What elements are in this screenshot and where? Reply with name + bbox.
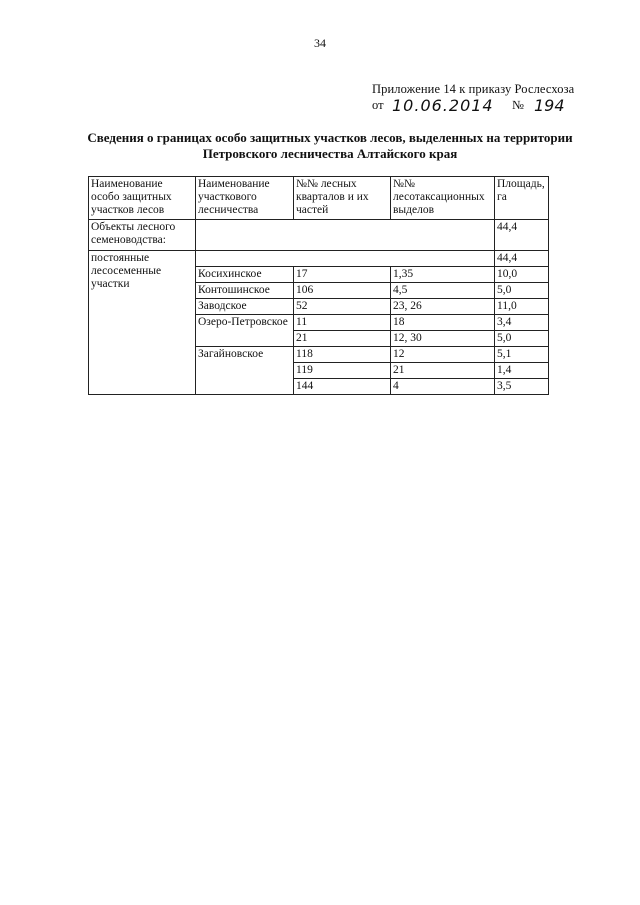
quarter-cell: 119 — [294, 363, 391, 379]
quarter-cell: 17 — [294, 267, 391, 283]
header-cell: Площадь, га — [495, 177, 549, 220]
table-row — [89, 251, 549, 267]
quarter-cell: 118 — [294, 347, 391, 363]
order-number: 194 — [534, 96, 565, 115]
category-cell: Объекты лесного семеноводства: — [89, 220, 196, 251]
page-number: 34 — [314, 36, 326, 50]
header-cell: №№ лесных кварталов и их частей — [294, 177, 391, 220]
area-cell: 10,0 — [495, 267, 549, 283]
table-header-row — [89, 177, 549, 220]
plots-cell: 1,35 — [391, 267, 495, 283]
area-cell: 44,4 — [495, 251, 549, 267]
plots-cell: 12, 30 — [391, 331, 495, 347]
area-cell: 5,0 — [495, 283, 549, 299]
area-cell: 3,4 — [495, 315, 549, 331]
area-cell: 5,0 — [495, 331, 549, 347]
area-cell: 1,4 — [495, 363, 549, 379]
header-cell: №№ лесотаксационных выделов — [391, 177, 495, 220]
quarter-cell: 21 — [294, 331, 391, 347]
area-cell: 3,5 — [495, 379, 549, 395]
plots-cell: 21 — [391, 363, 495, 379]
district-cell: Контошинское — [196, 283, 294, 299]
header-cell: Наименование участкового лесничества — [196, 177, 294, 220]
plots-cell: 4 — [391, 379, 495, 395]
quarter-cell: 52 — [294, 299, 391, 315]
area-cell: 5,1 — [495, 347, 549, 363]
area-cell: 44,4 — [495, 220, 549, 251]
district-cell: Заводское — [196, 299, 294, 315]
district-cell: Загайновское — [196, 347, 294, 395]
appendix-line: Приложение 14 к приказу Рослесхоза — [372, 82, 575, 96]
title-line-1: Сведения о границах особо защитных участков лесов, выделенных на территории — [87, 130, 573, 145]
plots-cell: 23, 26 — [391, 299, 495, 315]
header-cell: Наименование особо защитных участков лесов — [89, 177, 196, 220]
quarter-cell: 144 — [294, 379, 391, 395]
plots-cell: 12 — [391, 347, 495, 363]
quarter-cell: 106 — [294, 283, 391, 299]
document-title — [70, 130, 590, 162]
table-row — [89, 220, 549, 251]
title-line-2: Петровского лесничества Алтайского края — [202, 146, 458, 161]
empty-cell — [196, 251, 495, 267]
order-line — [372, 96, 592, 118]
district-cell: Косихинское — [196, 267, 294, 283]
quarter-cell: 11 — [294, 315, 391, 331]
empty-cell — [196, 220, 495, 251]
area-cell: 11,0 — [495, 299, 549, 315]
order-date: 10.06.2014 — [392, 96, 494, 115]
subgroup-cell: постоянные лесосеменные участки — [89, 251, 196, 395]
district-cell: Озеро-Петровское — [196, 315, 294, 347]
date-label: от — [372, 98, 384, 112]
plots-cell: 4,5 — [391, 283, 495, 299]
forest-plots-table — [88, 176, 549, 395]
number-label: № — [512, 98, 524, 112]
plots-cell: 18 — [391, 315, 495, 331]
